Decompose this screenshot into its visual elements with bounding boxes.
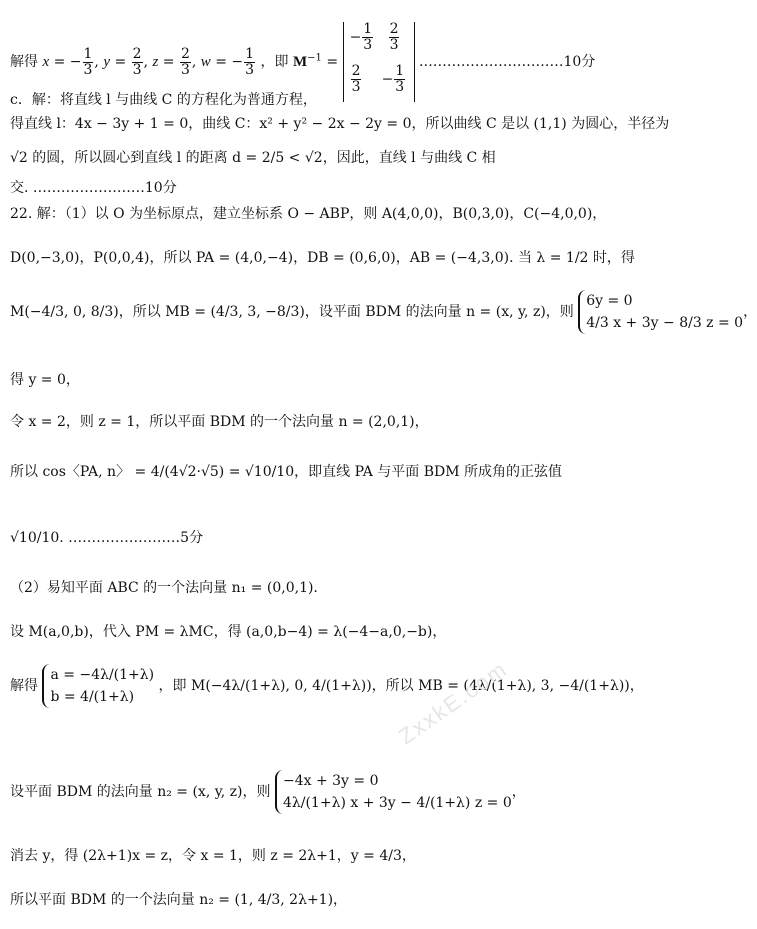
line-15	[10, 664, 644, 708]
line-9	[10, 370, 80, 390]
text-l12: √10/10. ……………………5分	[10, 530, 204, 546]
line-10	[10, 412, 429, 432]
solve-label: 解得	[10, 54, 38, 70]
system-2-eq1: a = −4λ/(1+λ)	[50, 667, 155, 683]
line-11	[10, 462, 562, 482]
system-3-eq2: 4λ/(1+λ) x + 3y − 4/(1+λ) z = 0	[282, 795, 512, 811]
text-l14: 设 M(a,0,b)，代入 PM = λMC，得 (a,0,b−4) = λ(−4−a,0,−b)，	[10, 624, 447, 640]
line-3	[10, 114, 669, 134]
text-l13: （2）易知平面 ABC 的一个法向量 n₁ = (0,0,1).	[10, 580, 318, 596]
line-16: 设平面 BDM 的法向量 n₂ = (x, y, z)，则 −4x + 3y = 0 4λ/(1+λ) x + 3y − 4/(1+λ) z = 0 ，	[10, 770, 526, 814]
line-14	[10, 622, 446, 642]
text-l15c: ，即 M(−4λ/(1+λ), 0, 4/(1+λ))，所以 MB = (4λ/(1+λ), 3, −4/(1+λ))，	[158, 678, 644, 694]
text-l3: 得直线 l：4x − 3y + 1 = 0，曲线 C：x² + y² − 2x − 2y = 0，所以曲线 C 是以 (1,1) 为圆心，半径为	[10, 116, 670, 132]
line-4	[10, 148, 496, 168]
system-1	[578, 290, 743, 334]
line-13	[10, 578, 318, 598]
text-l5: 交. ……………………10分	[10, 180, 177, 196]
text-l15a: 解得	[10, 678, 38, 694]
score-10-a: .…………………………10分	[419, 54, 596, 70]
system-3-eq1: −4x + 3y = 0	[282, 773, 379, 789]
line-18	[10, 890, 347, 910]
line-6	[10, 204, 606, 224]
text-l2: c．解：将直线 l 与曲线 C 的方程化为普通方程，	[10, 92, 317, 108]
inverse-matrix: − $\frac{1}{3}$ $\frac{2}{3}$ $\frac{2}{3}$ − $\frac{1}{3}$	[343, 22, 415, 102]
text-l10: 令 x = 2，则 z = 1，所以平面 BDM 的一个法向量 n = (2,0,1)，	[10, 414, 429, 430]
text-l6: 22. 解：（1）以 O 为坐标原点，建立坐标系 O − ABP，则 A(4,0,0)，B(0,3,0)，C(−4,0,0)，	[10, 206, 607, 222]
line-7	[10, 248, 635, 268]
system-2-eq2: b = 4/(1+λ)	[50, 689, 135, 705]
text-l9: 得 y = 0，	[10, 372, 80, 388]
line-8: M(−4/3, 0, 8/3)，所以 MB = (4/3, 3, −8/3)，设平面 BDM 的法向量 n = (x, y, z)，则 6y = 0 4/3 x + 3y − 8/3 z = 0 ，	[10, 290, 757, 334]
text-l11: 所以 cos〈PA, n〉 = 4/(4√2·√5) = √10/10，即直线 PA 与平面 BDM 所成角的正弦值	[10, 464, 563, 480]
line-17	[10, 846, 416, 866]
text-l17: 消去 y，得 (2λ+1)x = z，令 x = 1，则 z = 2λ+1，y = 4/3，	[10, 848, 416, 864]
line-5	[10, 178, 177, 198]
system-1-eq1: 6y = 0	[586, 293, 633, 309]
system-2	[42, 664, 154, 708]
text-l7: D(0,−3,0)，P(0,0,4)，所以 PA = (4,0,−4)，DB = (0,6,0)，AB = (−4,3,0). 当 λ = 1/2 时，得	[10, 250, 635, 266]
line-1: 解得 x = − $\frac{1}{3}$ , y = $\frac{2}{3}$ , z = $\frac{2}{3}$ , w = − $\frac{1}{3}$ ，即 $M^{-1}$ = − $\frac{1}{3}$ $\frac{2}{3}$ $\frac{2}{3}$ − $\frac{1}{3}$ .…………………………10分	[10, 22, 595, 102]
text-l18: 所以平面 BDM 的一个法向量 n₂ = (1, 4/3, 2λ+1)，	[10, 892, 348, 908]
text-l16a: 设平面 BDM 的法向量 n₂ = (x, y, z)，则	[10, 784, 271, 800]
line-12	[10, 528, 203, 548]
text-l8a: M(−4/3, 0, 8/3)，所以 MB = (4/3, 3, −8/3)，设平面 BDM 的法向量 n = (x, y, z)，则	[10, 304, 574, 320]
system-1-eq2: 4/3 x + 3y − 8/3 z = 0	[586, 315, 744, 331]
text-l4: √2 的圆，所以圆心到直线 l 的距离 d = 2/5 < √2，因此，直线 l 与曲线 C 相	[10, 150, 496, 166]
line-2	[10, 90, 317, 110]
system-3	[275, 770, 512, 814]
watermark: ZxxkE.com	[394, 655, 513, 750]
